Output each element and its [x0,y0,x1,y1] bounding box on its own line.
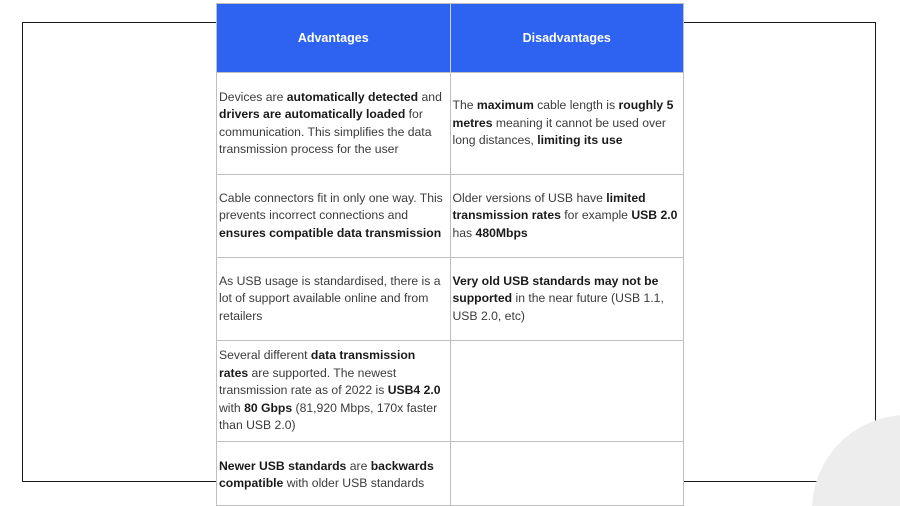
bold-text: roughly 5 metres [452,98,674,130]
text: for example [560,208,632,223]
table-row [217,175,683,258]
bold-text: Newer USB standards [219,458,347,473]
table-row [217,73,683,175]
text: Cable connectors fit in only one way. This prevents incorrect connections and [219,190,443,223]
header-advantages: Advantages [217,4,450,73]
text: As USB usage is standardised, there is a lot of support available online and from retailers [219,273,441,323]
text: for communication. This simplifies the data transmission process for the user [219,107,432,156]
bold-text: Very old USB standards may not be supported [452,273,659,306]
disadvantage-cell [450,258,683,341]
bold-text: automatically detected [286,89,419,104]
bold-text: limiting its use [537,133,623,148]
text: (81,920 Mbps, 170x faster than USB 2.0) [219,400,438,433]
bold-text: USB 2.0 [631,208,678,223]
text: Devices are [219,89,287,104]
comparison-table-card [216,3,684,506]
header-disadvantages: Disadvantages [450,4,683,73]
table-row [217,258,683,341]
text: with older USB standards [283,476,425,490]
advantage-cell [217,442,450,506]
advantage-cell [217,258,450,341]
table-header-row [217,4,683,73]
text: in the near future (USB 1.1, USB 2.0, etc) [452,291,664,323]
text: are supported. The newest transmission rate as of 2022 is [219,365,397,398]
bold-text: drivers are automatically loaded [219,107,406,122]
advantage-cell [217,341,450,442]
table-row [217,341,683,442]
usb-comparison-table [217,4,683,506]
disadvantage-cell [450,73,683,175]
text: The [452,98,477,113]
bold-text: maximum [476,98,534,113]
bold-text: 80 Gbps [244,400,293,415]
bold-text: 480Mbps [475,225,528,240]
text: cable length is [533,98,619,113]
text: Older versions of USB have [452,190,607,205]
disadvantage-cell [450,442,683,506]
advantage-cell [217,175,450,258]
text: are [346,458,371,473]
bold-text: ensures compatible data transmission [219,225,442,240]
text: meaning it cannot be used over long distances, [452,115,666,148]
table-row [217,442,683,506]
bold-text: USB4 2.0 [387,383,441,398]
bold-text: backwards compatible [219,458,434,490]
text: with [219,400,245,415]
text: has [452,225,476,240]
bold-text: data transmission rates [219,348,416,380]
text: Several different [219,348,311,363]
disadvantage-cell [450,175,683,258]
text: and [418,89,442,104]
disadvantage-cell [450,341,683,442]
bold-text: limited transmission rates [452,190,646,223]
advantage-cell [217,73,450,175]
